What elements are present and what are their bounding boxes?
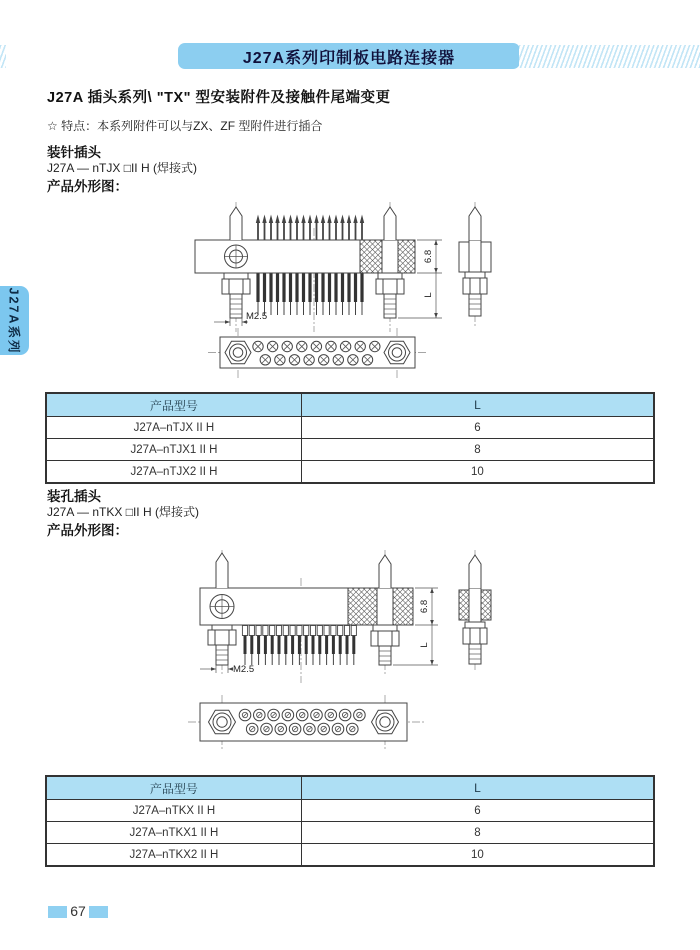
table-row <box>46 822 654 844</box>
table-row <box>46 800 654 822</box>
solder-tails <box>258 274 362 316</box>
table-header-row <box>46 776 654 800</box>
side-tab-label: J27A系列 <box>6 287 21 354</box>
hatched-bracket <box>360 240 382 273</box>
l-cell: 8 <box>301 439 654 461</box>
column-header-model: 产品型号 <box>46 776 301 800</box>
l-cell: 10 <box>301 461 654 484</box>
footer-square-left <box>48 906 67 918</box>
pin-plug-table <box>45 392 655 484</box>
jack-screw <box>230 207 242 240</box>
section-main-title: J27A 插头系列\ "TX" 型安装附件及接触件尾端变更 <box>47 90 391 106</box>
section1-figure-label: 产品外形图： <box>47 179 128 194</box>
page-header <box>178 43 520 69</box>
page-number: 67 <box>70 903 86 919</box>
table-row <box>46 439 654 461</box>
length-dimension-label: L <box>419 642 430 648</box>
hatched-bracket <box>348 588 377 625</box>
screw-detail <box>459 555 491 664</box>
section2-figure-label: 产品外形图： <box>47 523 128 538</box>
thread-dimension-label: M2.5 <box>246 311 268 322</box>
feature-note: ☆ 特点：本系列附件可以与ZX、ZF 型附件进行插合 <box>47 119 323 133</box>
jack-screw <box>216 553 228 588</box>
socket-plug-table <box>45 775 655 867</box>
pin-plug-technical-drawing <box>180 200 510 390</box>
jack-screw <box>379 555 391 588</box>
height-dimension-label: 6.8 <box>423 249 434 264</box>
side-tab-j27a-series <box>0 286 29 355</box>
model-cell: J27A–nTKX1 II H <box>46 822 301 844</box>
model-cell: J27A–nTJX2 II H <box>46 461 301 484</box>
footer-square-right <box>89 906 108 918</box>
model-cell: J27A–nTKX II H <box>46 800 301 822</box>
model-cell: J27A–nTJX1 II H <box>46 439 301 461</box>
model-cell: J27A–nTJX II H <box>46 417 301 439</box>
l-cell: 6 <box>301 800 654 822</box>
column-header-l: L <box>301 776 654 800</box>
table-row <box>46 461 654 484</box>
jack-screw <box>384 207 396 240</box>
header-left-stripe-decoration <box>0 45 6 68</box>
table-row <box>46 844 654 867</box>
page-title: J27A系列印制板电路连接器 <box>242 49 456 67</box>
length-dimension-label: L <box>423 292 434 298</box>
hatched-bracket <box>393 588 413 625</box>
table-row <box>46 417 654 439</box>
section1-model-code: J27A — nTJX □II H (焊接式) <box>47 161 197 175</box>
thread-dimension-label: M2.5 <box>233 664 255 675</box>
height-dimension-label: 6.8 <box>419 599 430 614</box>
section1-heading: 装针插头 <box>47 145 101 160</box>
header-stripe-decoration <box>519 45 700 68</box>
section2-heading: 装孔插头 <box>47 489 101 504</box>
bottom-view <box>188 695 425 749</box>
bottom-view <box>208 328 428 378</box>
l-cell: 8 <box>301 822 654 844</box>
hatched-bracket <box>398 240 415 273</box>
column-header-l: L <box>301 393 654 417</box>
model-cell: J27A–nTKX2 II H <box>46 844 301 867</box>
table-header-row <box>46 393 654 417</box>
contact-pins <box>256 215 364 241</box>
screw-detail <box>459 207 491 316</box>
socket-plug-technical-drawing <box>180 548 510 763</box>
l-cell: 6 <box>301 417 654 439</box>
l-cell: 10 <box>301 844 654 867</box>
solder-tails <box>242 626 356 666</box>
column-header-model: 产品型号 <box>46 393 301 417</box>
section2-model-code: J27A — nTKX □II H (焊接式) <box>47 505 199 519</box>
